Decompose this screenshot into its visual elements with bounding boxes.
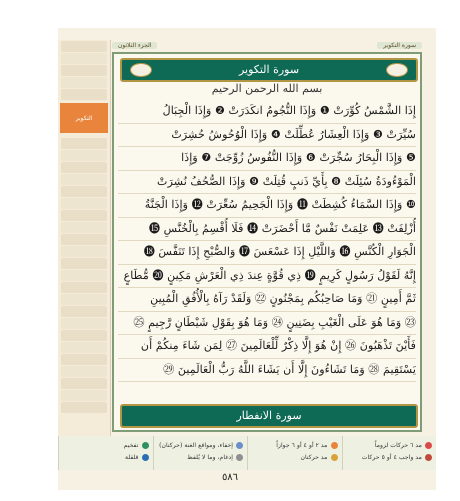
page-number: ٥٨٦	[221, 472, 239, 483]
verse-line: فَأَيْنَ تَذْهَبُونَ ㉖ إِنْ هُوَ إِلَّا ذِكْرٌ لِّلْعَالَمِينَ ㉗ لِمَن شَاءَ مِنكُمْ أَن	[118, 335, 416, 359]
legend-dot-icon	[331, 454, 338, 461]
ornament-oval-icon	[386, 63, 408, 77]
verse-line: إِذَا الشَّمْسُ كُوِّرَتْ ❶ وَإِذَا النُّجُومُ انكَدَرَتْ ❷ وَإِذَا الْجِبَالُ	[118, 100, 416, 124]
surah-tab[interactable]: التكوير	[60, 103, 108, 133]
juz-label: الجزء الثلاثون	[112, 42, 157, 49]
legend-dot-icon	[236, 442, 243, 449]
legend-dot-icon	[331, 442, 338, 449]
verse-line: ثَمَّ أَمِينٍ ㉑ وَمَا صَاحِبُكُم بِمَجْنُونٍ ㉒ وَلَقَدْ رَآهُ بِالْأُفُقِ الْمُبِينِ	[118, 288, 416, 312]
next-surah-title: سورة الانفطار	[236, 409, 302, 422]
legend-dot-icon	[425, 442, 432, 449]
verse-line: يَسْتَقِيمَ ㉘ وَمَا تَشَاءُونَ إِلَّا أَن يَشَاءَ اللَّهُ رَبُّ الْعَالَمِينَ ㉙	[118, 359, 416, 383]
legend-dot-icon	[425, 454, 432, 461]
verses-block	[118, 100, 416, 382]
surah-title-bar	[120, 58, 418, 82]
legend-item: مد ٦ حركات لزوماً	[374, 441, 422, 449]
verse-line: ❺ وَإِذَا الْبِحَارُ سُجِّرَتْ ❻ وَإِذَا النُّفُوسُ زُوِّجَتْ ❼ وَإِذَا	[118, 147, 416, 171]
surah-header-label: سورة التكوير	[377, 42, 422, 49]
verse-line: أُزْلِفَتْ ⓭ عَلِمَتْ نَفْسٌ مَّا أَحْضَرَتْ ⓮ فَلَا أُقْسِمُ بِالْخُنَّسِ ⓯	[118, 218, 416, 242]
legend-item: تفخيم	[123, 441, 139, 449]
legend-dot-icon	[236, 454, 243, 461]
ornament-oval-icon	[130, 63, 152, 77]
verse-line: ㉓ وَمَا هُوَ عَلَى الْغَيْبِ بِضَنِينٍ ㉔ وَمَا هُوَ بِقَوْلِ شَيْطَانٍ رَّجِيمٍ ㉕	[118, 312, 416, 336]
verse-line: ❿ وَإِذَا السَّمَاءُ كُشِطَتْ ⓫ وَإِذَا الْجَحِيمُ سُعِّرَتْ ⓬ وَإِذَا الْجَنَّةُ	[118, 194, 416, 218]
legend-dot-icon	[142, 454, 149, 461]
surah-title: سورة التكوير	[238, 63, 300, 76]
margin-commentary	[58, 40, 111, 440]
verse-line: الْجَوَارِ الْكُنَّسِ ⓰ وَاللَّيْلِ إِذَا عَسْعَسَ ⓱ وَالصُّبْحِ إِذَا تَنَفَّسَ ⓲	[118, 241, 416, 265]
verse-line: سُيِّرَتْ ❸ وَإِذَا الْعِشَارُ عُطِّلَتْ ❹ وَإِذَا الْوُحُوشُ حُشِرَتْ	[118, 124, 416, 148]
next-surah-title-bar	[120, 404, 418, 428]
legend-item: مد حركتان	[300, 453, 328, 461]
verse-line: الْمَوْءُودَةُ سُئِلَتْ ❽ بِأَيِّ ذَنبٍ قُتِلَتْ ❾ وَإِذَا الصُّحُفُ نُشِرَتْ	[118, 171, 416, 195]
tajweed-legend	[58, 436, 436, 470]
legend-item: إخفاء، ومواقع الغنة (حركتان)	[159, 441, 233, 449]
legend-item: قلقلة	[124, 453, 139, 461]
legend-item: مد ٢ أو ٤ أو ٦ جوازاً	[276, 441, 328, 449]
verse-line: إِنَّهُ لَقَوْلُ رَسُولٍ كَرِيمٍ ⓳ ذِي قُوَّةٍ عِندَ ذِي الْعَرْشِ مَكِينٍ ⓴ مُّطَاعٍ	[118, 265, 416, 289]
legend-dot-icon	[142, 442, 149, 449]
legend-item: إدغام، وما لا يُلفظ	[187, 453, 233, 461]
legend-item: مد واجب ٤ أو ٥ حركات	[361, 453, 422, 461]
page-header	[112, 40, 422, 50]
basmala: بسم الله الرحمن الرحيم	[211, 82, 323, 95]
